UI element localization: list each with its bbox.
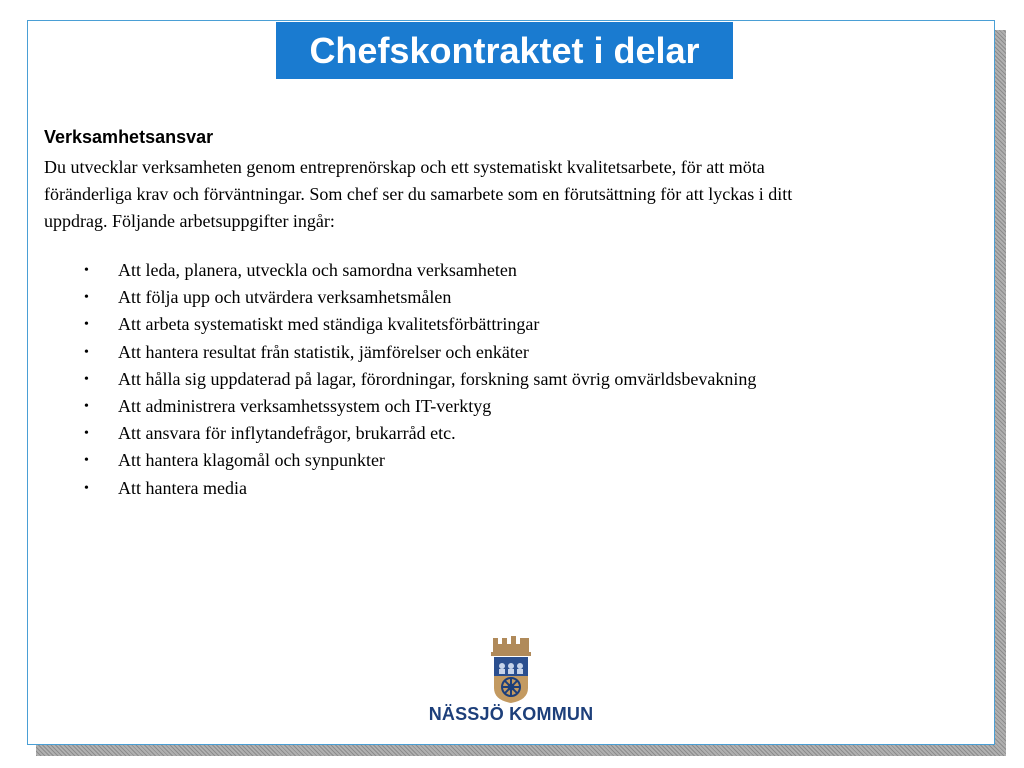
coat-of-arms-icon — [418, 636, 604, 704]
list-item-text: Att administrera verksamhetssystem och IT-verktyg — [118, 396, 492, 417]
list-item — [44, 393, 984, 420]
list-item — [44, 284, 984, 311]
list-item-text: Att följa upp och utvärdera verksamhetsmålen — [118, 287, 452, 308]
bullet-icon: • — [84, 480, 89, 496]
list-item-text: Att hantera media — [118, 477, 247, 498]
nassjo-kommun-logo — [418, 636, 604, 728]
bullet-icon: • — [84, 453, 89, 469]
logo-text: NÄSSJÖ KOMMUN — [428, 704, 594, 724]
list-item-text: Att leda, planera, utveckla och samordna verksamheten — [118, 260, 517, 280]
list-item — [44, 475, 984, 502]
intro-line: Du utvecklar verksamheten genom entreprenörskap och ett systematiskt kvalitetsarbete, för att möta — [44, 157, 765, 177]
intro-line: uppdrag. Följande arbetsuppgifter ingår: — [44, 211, 335, 231]
intro-line: föränderliga krav och förväntningar. Som chef ser du samarbete som en förutsättning för att lyckas i ditt — [44, 184, 793, 204]
list-item — [44, 339, 984, 366]
list-item — [44, 447, 984, 474]
list-item-text: Att arbeta systematiskt med ständiga kvalitetsförbättringar — [118, 314, 540, 335]
slide-title-text: Chefskontraktet i delar — [309, 29, 700, 71]
bullet-icon: • — [84, 371, 89, 387]
intro-paragraph — [44, 154, 984, 235]
section-heading: Verksamhetsansvar — [44, 127, 214, 147]
task-list — [44, 257, 984, 502]
list-item-text: Att hantera klagomål och synpunkter — [118, 450, 385, 471]
list-item — [44, 420, 984, 447]
bullet-icon: • — [84, 344, 89, 360]
list-item-text: Att ansvara för inflytandefrågor, brukarråd etc. — [118, 423, 456, 444]
slide-title — [276, 22, 733, 79]
list-item-text: Att hantera resultat från statistik, jämförelser och enkäter — [118, 341, 529, 362]
bullet-icon: • — [84, 317, 89, 333]
list-item — [44, 366, 984, 393]
list-item — [44, 257, 984, 284]
list-item-text: Att hålla sig uppdaterad på lagar, förordningar, forskning samt övrig omvärldsbevakning — [118, 368, 757, 389]
bullet-icon: • — [84, 290, 89, 306]
list-item — [44, 311, 984, 338]
bullet-icon: • — [84, 426, 89, 442]
bullet-icon: • — [84, 399, 89, 415]
bullet-icon: • — [84, 263, 89, 278]
